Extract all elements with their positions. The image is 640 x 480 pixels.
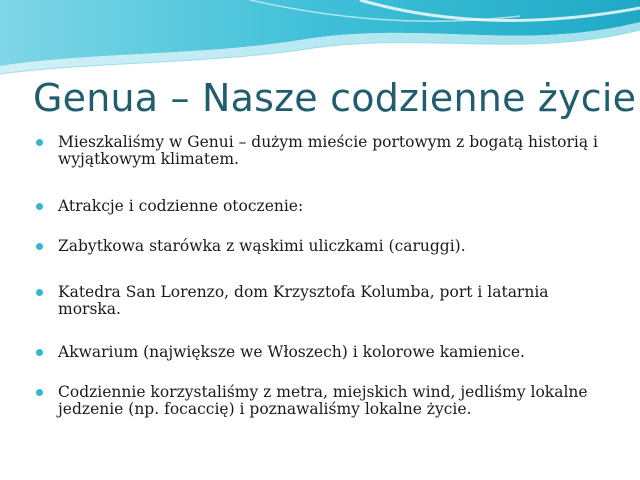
bullet-dot-icon	[36, 139, 43, 146]
bullet-item	[36, 384, 611, 418]
bullet-dot-icon	[36, 389, 43, 396]
bullet-item	[36, 344, 611, 361]
bullet-text: Atrakcje i codzienne otoczenie:	[58, 197, 304, 215]
bullet-dot-icon	[36, 203, 43, 210]
bullet-dot-icon	[36, 289, 43, 296]
bullet-text: Akwarium (największe we Włoszech) i kolorowe kamienice.	[58, 343, 525, 361]
bullet-text: Codziennie korzystaliśmy z metra, miejskich wind, jedliśmy lokalne jedzenie (np. focaccię) i poznawaliśmy lokalne życie.	[58, 383, 588, 418]
bullet-text: Katedra San Lorenzo, dom Krzysztofa Kolumba, port i latarnia morska.	[58, 283, 549, 318]
wave-band-back	[0, 0, 640, 66]
bullet-text: Mieszkaliśmy w Genui – dużym mieście portowym z bogatą historią i wyjątkowym klimatem.	[58, 133, 598, 168]
bullet-text: Zabytkowa starówka z wąskimi uliczkami (caruggi).	[58, 237, 466, 255]
bullet-dot-icon	[36, 243, 43, 250]
bullet-item	[36, 284, 611, 318]
bullet-item	[36, 238, 611, 255]
bullet-item	[36, 134, 611, 168]
slide-title: Genua – Nasze codzienne życie	[33, 76, 637, 120]
bullet-dot-icon	[36, 349, 43, 356]
bullet-item	[36, 198, 611, 215]
